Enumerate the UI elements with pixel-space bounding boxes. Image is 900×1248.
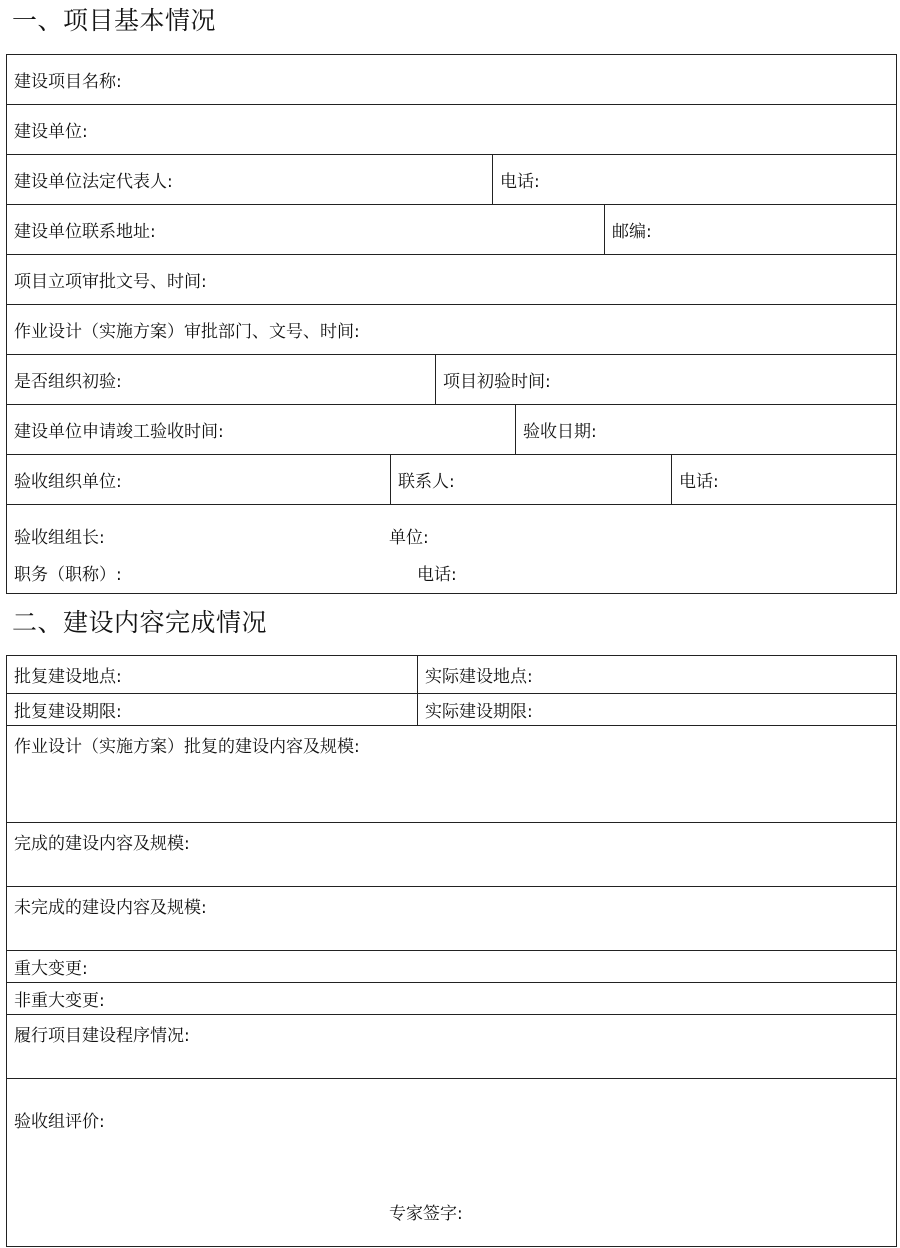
initial-inspection-time-field[interactable]: 项目初验时间: [436, 355, 897, 405]
acceptance-org-field[interactable]: 验收组织单位: [7, 455, 391, 505]
table-row [7, 255, 897, 305]
minor-change-field[interactable]: 非重大变更: [7, 983, 897, 1015]
approved-location-field[interactable]: 批复建设地点: [7, 656, 418, 694]
table-row [7, 694, 897, 726]
table-row [7, 355, 897, 405]
actual-location-field[interactable]: 实际建设地点: [418, 656, 897, 694]
actual-period-field[interactable]: 实际建设期限: [418, 694, 897, 726]
completion-apply-time-field[interactable]: 建设单位申请竣工验收时间: [7, 405, 516, 455]
expert-signature-label[interactable]: 专家签字: [389, 1204, 463, 1224]
leader-phone-label[interactable]: 电话: [417, 565, 457, 585]
initial-inspection-field[interactable]: 是否组织初验: [7, 355, 436, 405]
table-row [7, 887, 897, 951]
completed-content-field[interactable]: 完成的建设内容及规模: [7, 823, 897, 887]
acceptance-date-field[interactable]: 验收日期: [516, 405, 897, 455]
approval-doc-field[interactable]: 项目立项审批文号、时间: [7, 255, 897, 305]
contact-field[interactable]: 联系人: [391, 455, 672, 505]
table-row [7, 55, 897, 105]
table-row [7, 726, 897, 823]
procedure-field[interactable]: 履行项目建设程序情况: [7, 1015, 897, 1079]
section1-heading: 一、项目基本情况 [12, 6, 217, 35]
table-row [7, 823, 897, 887]
legal-rep-field[interactable]: 建设单位法定代表人: [7, 155, 493, 205]
table-row [7, 155, 897, 205]
table-row [7, 205, 897, 255]
uncompleted-content-field[interactable]: 未完成的建设内容及规模: [7, 887, 897, 951]
legal-rep-phone-field[interactable]: 电话: [493, 155, 897, 205]
leader-title-label[interactable]: 职务（职称）: [14, 565, 122, 585]
section2-heading: 二、建设内容完成情况 [12, 608, 268, 637]
group-leader-cell [7, 505, 897, 594]
contact-phone-field[interactable]: 电话: [672, 455, 897, 505]
table-row [7, 105, 897, 155]
table-row [7, 455, 897, 505]
approved-content-field[interactable]: 作业设计（实施方案）批复的建设内容及规模: [7, 726, 897, 823]
table-row [7, 983, 897, 1015]
table-row [7, 305, 897, 355]
construction-content-table [6, 655, 897, 1247]
design-approval-field[interactable]: 作业设计（实施方案）审批部门、文号、时间: [7, 305, 897, 355]
table-row [7, 505, 897, 594]
approved-period-field[interactable]: 批复建设期限: [7, 694, 418, 726]
table-row [7, 1079, 897, 1247]
evaluation-label[interactable]: 验收组评价: [14, 1112, 105, 1132]
table-row [7, 1015, 897, 1079]
builder-field[interactable]: 建设单位: [7, 105, 897, 155]
major-change-field[interactable]: 重大变更: [7, 951, 897, 983]
postcode-field[interactable]: 邮编: [605, 205, 897, 255]
address-field[interactable]: 建设单位联系地址: [7, 205, 605, 255]
evaluation-cell [7, 1079, 897, 1247]
table-row [7, 656, 897, 694]
project-name-field[interactable]: 建设项目名称: [7, 55, 897, 105]
group-leader-label[interactable]: 验收组组长: [14, 528, 105, 548]
leader-unit-label[interactable]: 单位: [389, 528, 429, 548]
table-row [7, 405, 897, 455]
basic-info-table [6, 54, 897, 594]
table-row [7, 951, 897, 983]
